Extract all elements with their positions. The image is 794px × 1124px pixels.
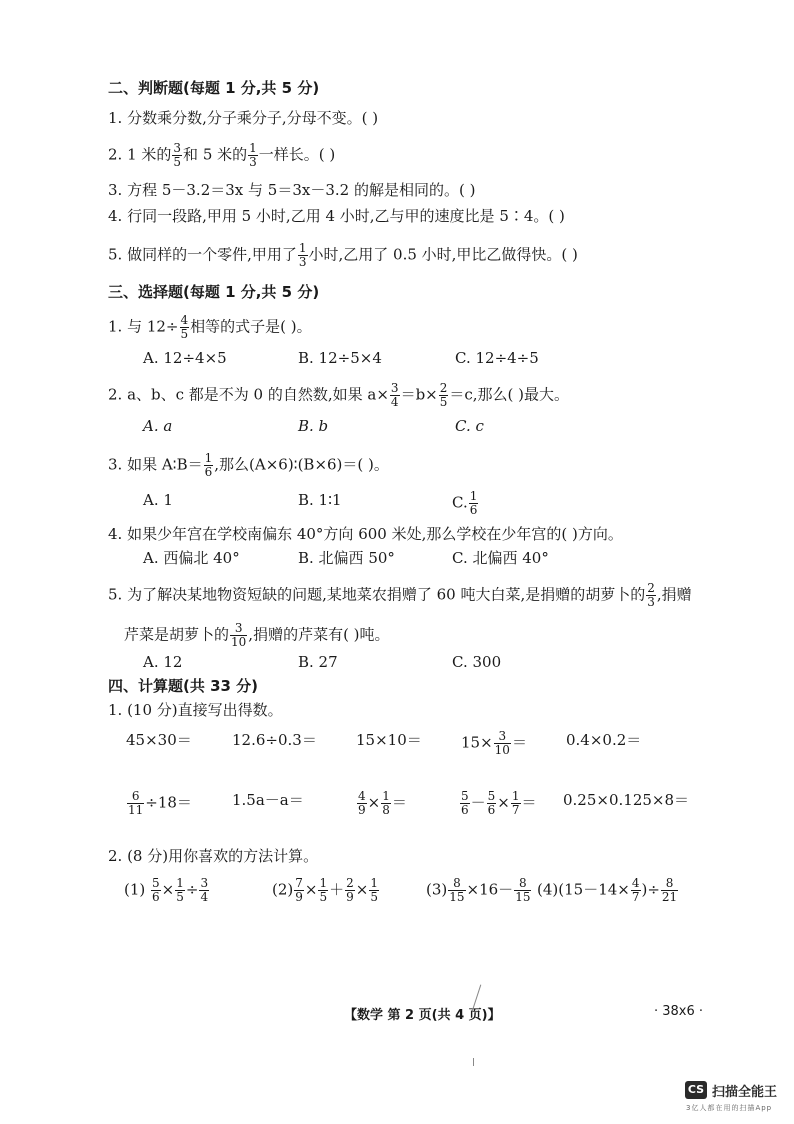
fraction: $\frac{4}{5}$ (180, 313, 189, 341)
fraction: $\frac{1}{5}$ (176, 876, 184, 904)
calc-problem-1: (1) $\frac{5}{6}$ × $\frac{1}{5}$ ÷ $\frac{3}{4}$ (124, 876, 209, 904)
mc-question-5-line2: 芹菜是胡萝卜的 $\frac{3}{10}$ ,捐赠的芹菜有( )吨。 (124, 621, 390, 649)
scanner-logo-icon: CS (685, 1081, 707, 1099)
fraction: $\frac{8}{15}$ (515, 876, 531, 904)
fraction: $\frac{5}{6}$ (487, 789, 496, 817)
calc-expression: $\frac{4}{9}$ × $\frac{1}{8}$ ＝ (358, 789, 407, 817)
mc4-option-b: B. 北偏西 50° (298, 549, 395, 567)
fraction: $\frac{1}{3}$ (298, 241, 307, 269)
tf-question-4: 4. 行同一段路,甲用 5 小时,乙用 4 小时,乙与甲的速度比是 5∶4。( ) (108, 207, 565, 225)
page-code: · 38x6 · (654, 1004, 704, 1019)
mc3-option-b: B. 1∶1 (298, 491, 342, 509)
tf-question-3: 3. 方程 5－3.2＝3x 与 5＝3x－3.2 的解是相同的。( ) (108, 181, 476, 199)
mc4-option-a: A. 西偏北 40° (143, 549, 240, 567)
mc4-option-c: C. 北偏西 40° (452, 549, 549, 567)
calc-problem-3: (3) $\frac{8}{15}$ ×16－ $\frac{8}{15}$ (426, 876, 531, 904)
section-heading-true-false: 二、判断题(每题 1 分,共 5 分) (108, 79, 320, 97)
calc-expression: 45×30＝ (126, 731, 192, 749)
page-footer-label: 【数学 第 2 页(共 4 页)】 (344, 1008, 501, 1023)
mc3-option-a: A. 1 (143, 491, 173, 509)
section-heading-calculation: 四、计算题(共 33 分) (108, 677, 259, 695)
fraction: $\frac{3}{4}$ (390, 381, 399, 409)
fraction: $\frac{4}{7}$ (631, 876, 640, 904)
fraction: $\frac{4}{9}$ (358, 789, 366, 817)
fraction: $\frac{7}{9}$ (295, 876, 303, 904)
fraction: $\frac{8}{15}$ (449, 876, 465, 904)
mc5-option-b: B. 27 (298, 653, 338, 671)
mc-question-5-line1: 5. 为了解决某地物资短缺的问题,某地菜农捐赠了 60 吨大白菜,是捐赠的胡萝卜的 $\frac{2}{3}$ ,捐赠 (108, 581, 692, 609)
fraction: $\frac{3}{4}$ (200, 876, 209, 904)
mc-question-2: 2. a、b、c 都是不为 0 的自然数,如果 a× $\frac{3}{4}$ ＝b× $\frac{2}{5}$ ＝c,那么( )最大。 (108, 381, 570, 409)
fraction: $\frac{5}{6}$ (152, 876, 160, 904)
mc-question-1: 1. 与 12÷ $\frac{4}{5}$ 相等的式子是( )。 (108, 313, 312, 341)
calc-expression: 0.4×0.2＝ (566, 731, 642, 749)
section-heading-multiple-choice: 三、选择题(每题 1 分,共 5 分) (108, 283, 320, 301)
fraction: $\frac{3}{10}$ (231, 621, 247, 649)
fraction: $\frac{1}{6}$ (469, 489, 478, 517)
fraction: $\frac{1}{7}$ (511, 789, 520, 817)
scan-mark (473, 1058, 474, 1066)
fraction: $\frac{2}{3}$ (647, 581, 655, 609)
mc5-option-c: C. 300 (452, 653, 502, 671)
calc-expression: 12.6÷0.3＝ (232, 731, 317, 749)
fraction: $\frac{1}{8}$ (382, 789, 390, 817)
calc-expression: 15×10＝ (356, 731, 422, 749)
tf-question-5: 5. 做同样的一个零件,甲用了 $\frac{1}{3}$ 小时,乙用了 0.5 小时,甲比乙做得快。( ) (108, 241, 578, 269)
fraction: $\frac{1}{3}$ (249, 141, 257, 169)
mc1-option-b: B. 12÷5×4 (298, 349, 382, 367)
mc-question-4: 4. 如果少年宫在学校南偏东 40°方向 600 米处,那么学校在少年宫的( )方向。 (108, 525, 623, 543)
fraction: $\frac{3}{5}$ (173, 141, 182, 169)
tf-question-1: 1. 分数乘分数,分子乘分子,分母不变。( ) (108, 109, 379, 127)
mc5-option-a: A. 12 (143, 653, 183, 671)
fraction: $\frac{6}{11}$ (128, 789, 144, 817)
mc-question-3: 3. 如果 A∶B＝ $\frac{1}{6}$ ,那么(A×6)∶(B×6)＝( )。 (108, 451, 389, 479)
fraction: $\frac{1}{5}$ (370, 876, 378, 904)
fraction: $\frac{3}{10}$ (494, 729, 510, 757)
mc3-option-c: C. $\frac{1}{6}$ (452, 489, 478, 517)
fraction: $\frac{8}{21}$ (661, 876, 678, 904)
fraction: $\frac{1}{5}$ (319, 876, 328, 904)
mc2-option-c: C. c (455, 417, 484, 435)
mc1-option-a: A. 12÷4×5 (143, 349, 227, 367)
fraction: $\frac{2}{9}$ (346, 876, 354, 904)
fraction: $\frac{5}{6}$ (461, 789, 469, 817)
mc1-option-c: C. 12÷4÷5 (455, 349, 539, 367)
calc-expression: 15× $\frac{3}{10}$ ＝ (461, 729, 527, 757)
mc2-option-b: B. b (298, 417, 329, 435)
calc-problem-4: (4)(15－14× $\frac{4}{7}$ )÷ $\frac{8}{21}$ (537, 876, 678, 904)
calc-problem-2: (2) $\frac{7}{9}$ × $\frac{1}{5}$ ＋ $\frac{2}{9}$ × $\frac{1}{5}$ (272, 876, 378, 904)
calc-expression: $\frac{6}{11}$ ÷18＝ (128, 789, 192, 817)
fraction: $\frac{1}{6}$ (204, 451, 213, 479)
calc-part-2-prompt: 2. (8 分)用你喜欢的方法计算。 (108, 847, 319, 865)
scanner-tagline: 3亿人都在用的扫描App (686, 1104, 773, 1112)
calc-expression: 1.5a－a＝ (232, 791, 304, 809)
calc-expression: $\frac{5}{6}$ － $\frac{5}{6}$ × $\frac{1}{7}$ ＝ (461, 789, 537, 817)
calc-expression: 0.25×0.125×8＝ (563, 791, 690, 809)
fraction: $\frac{2}{5}$ (439, 381, 448, 409)
mc2-option-a: A. a (143, 417, 173, 435)
calc-part-1-prompt: 1. (10 分)直接写出得数。 (108, 701, 283, 719)
tf-question-2: 2. 1 米的 $\frac{3}{5}$ 和 5 米的 $\frac{1}{3}$ 一样长。( ) (108, 141, 336, 169)
scanner-brand-name: 扫描全能王 (712, 1085, 778, 1100)
